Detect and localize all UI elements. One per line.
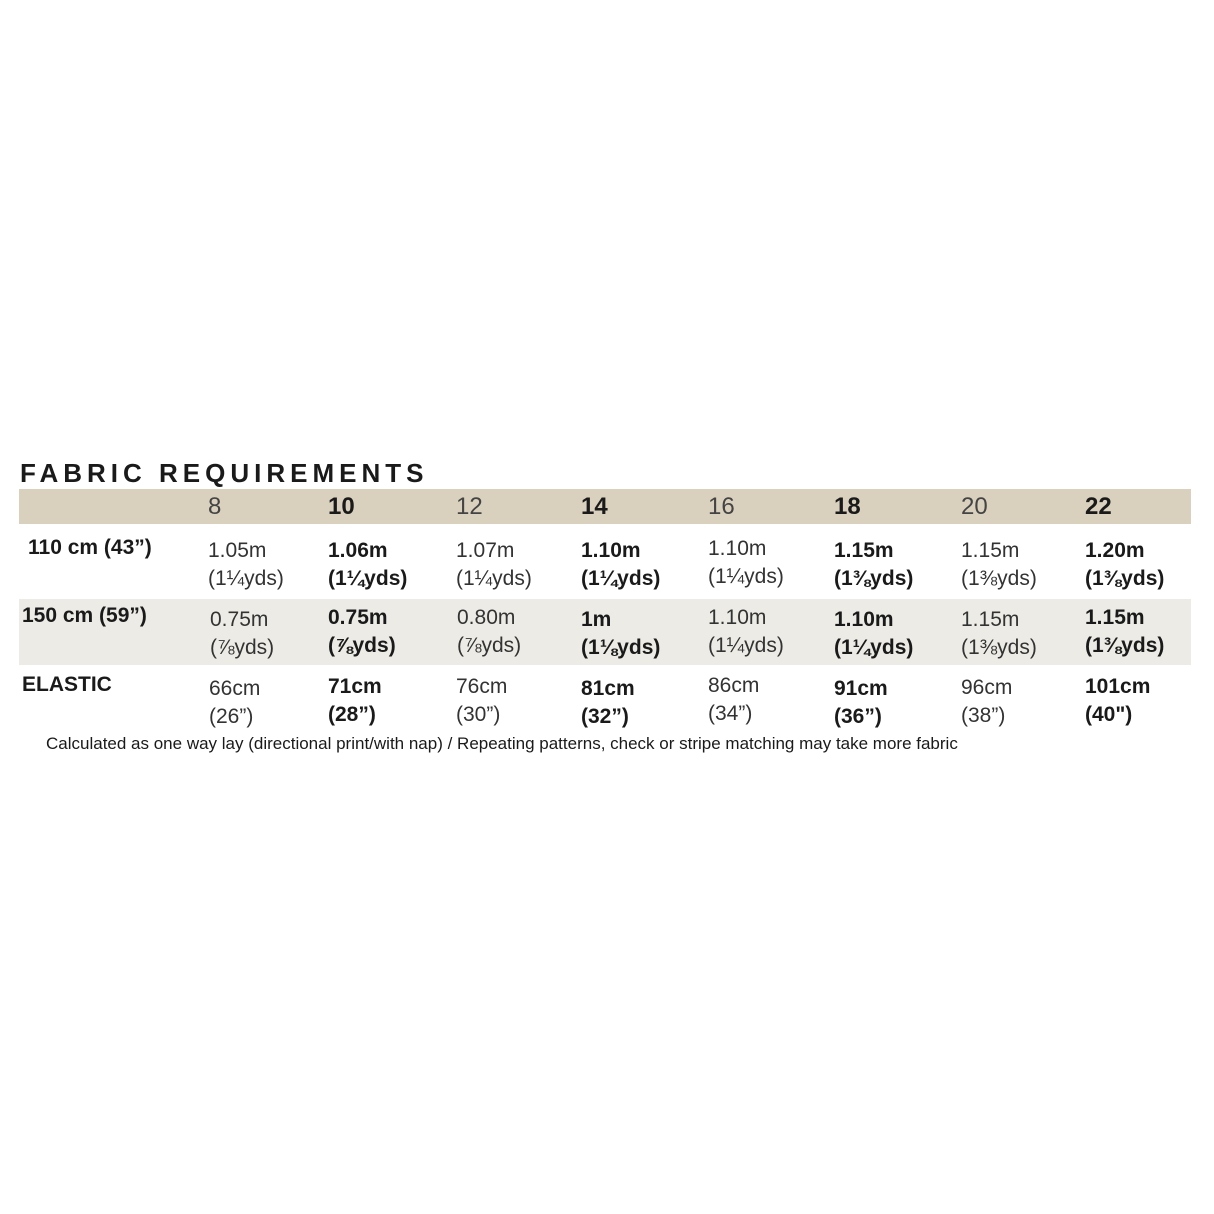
table-cell: 1.06m (1¼yds) (328, 539, 408, 590)
table-cell: 101cm (40") (1085, 675, 1151, 726)
table-cell: 1.15m (1⅜yds) (961, 608, 1037, 659)
table-cell: 96cm (38”) (961, 676, 1013, 727)
size-header-20: 20 (961, 493, 988, 520)
row-label-150cm: 150 cm (59”) (22, 604, 147, 627)
table-cell: 71cm (28”) (328, 675, 382, 726)
size-header-10: 10 (328, 493, 355, 520)
table-cell: 0.75m (⅞yds) (210, 608, 275, 659)
page-title: FABRIC REQUIREMENTS (20, 458, 429, 488)
table-cell: 1.07m (1¼yds) (456, 539, 532, 590)
table-cell: 1.15m (1⅜yds) (834, 539, 914, 590)
table-cell: 1.10m (1¼yds) (581, 539, 661, 590)
table-cell: 1.15m (1⅜yds) (961, 539, 1037, 590)
size-header-18: 18 (834, 493, 861, 520)
table-cell: 1m (1⅛yds) (581, 608, 661, 659)
table-cell: 1.20m (1⅜yds) (1085, 539, 1165, 590)
table-cell: 86cm (34”) (708, 674, 760, 725)
table-cell: 0.75m (⅞yds) (328, 606, 396, 657)
table-cell: 1.10m (1¼yds) (708, 537, 784, 588)
table-cell: 1.10m (1¼yds) (834, 608, 914, 659)
size-header-14: 14 (581, 493, 608, 520)
size-header-8: 8 (208, 493, 222, 520)
table-cell: 76cm (30”) (456, 675, 508, 726)
size-header-16: 16 (708, 493, 735, 520)
size-header-22: 22 (1085, 493, 1112, 520)
table-cell: 0.80m (⅞yds) (457, 606, 522, 657)
table-cell: 81cm (32”) (581, 677, 635, 728)
row-label-elastic: ELASTIC (22, 673, 112, 696)
size-header-12: 12 (456, 493, 483, 520)
table-cell: 1.10m (1¼yds) (708, 606, 784, 657)
footnote: Calculated as one way lay (directional print/with nap) / Repeating patterns, check or stripe matching may take more fabric (46, 734, 958, 753)
table-cell: 66cm (26”) (209, 677, 261, 728)
row-label-110cm: 110 cm (43”) (28, 536, 152, 559)
table-cell: 1.05m (1¼yds) (208, 539, 284, 590)
table-cell: 91cm (36”) (834, 677, 888, 728)
table-cell: 1.15m (1⅜yds) (1085, 606, 1165, 657)
